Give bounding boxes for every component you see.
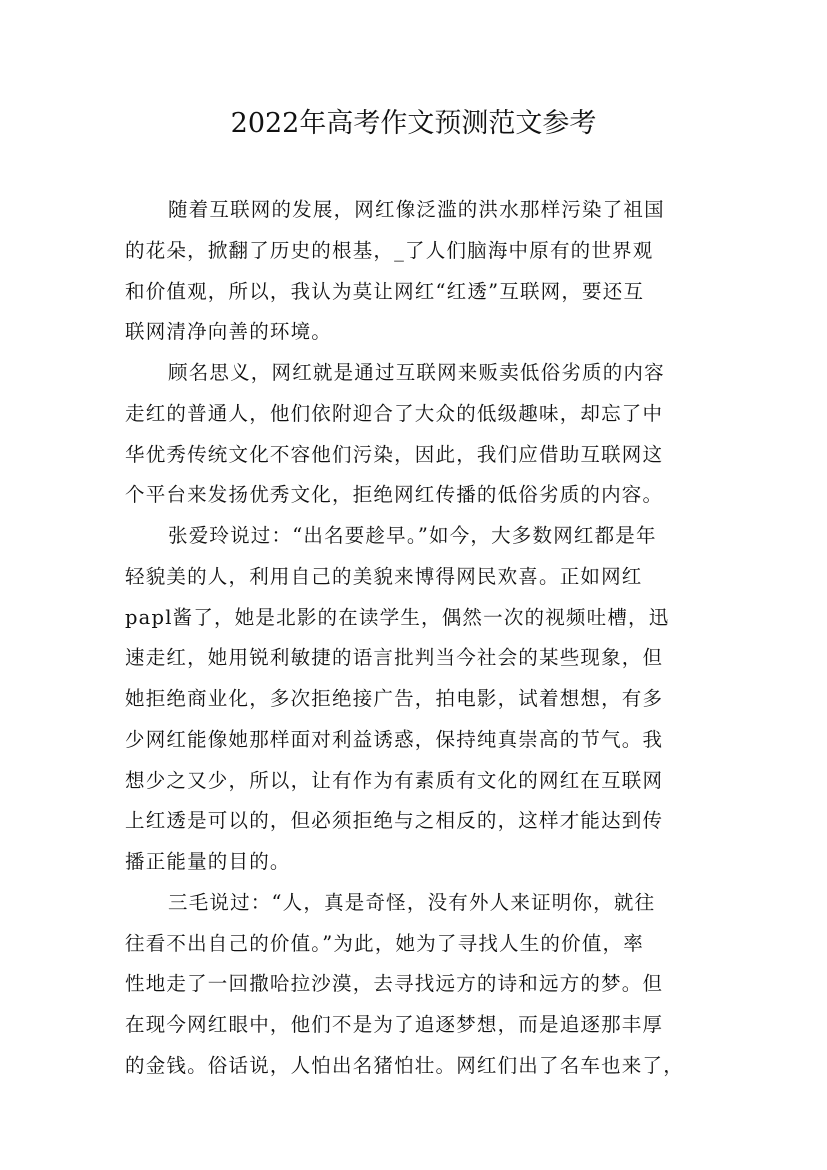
text-line: papl酱了，她是北影的在读学生，偶然一次的视频吐槽，迅 [125,605,670,629]
text-line: 她拒绝商业化，多次拒绝接广告，拍电影，试着想想，有多 [125,687,664,710]
text-line: 的花朵，掀翻了历史的根基，_了人们脑海中原有的世界观 [125,238,654,262]
text-line: 顾名思义，网红就是通过互联网来贩卖低俗劣质的内容 [168,361,665,384]
text-line: 往看不出自己的价值。”为此，她为了寻找人生的价值，率 [125,931,644,955]
text-line: 联网清净向善的环境。 [125,320,333,344]
text-line: 想少之又少，所以，让有作为有素质有文化的网红在互联网 [125,768,664,792]
text-line: 性地走了一回撒哈拉沙漠，去寻找远方的诗和远方的梦。但 [125,972,664,996]
text-line: 速走红，她用锐利敏捷的语言批判当今社会的某些现象，但 [125,646,664,670]
text-line: 上红透是可以的，但必须拒绝与之相反的，这样才能达到传 [125,809,664,833]
text-line: 三毛说过：“人，真是奇怪，没有外人来证明你，就往 [168,890,656,914]
text-line: 个平台来发扬优秀文化，拒绝网红传播的低俗劣质的内容。 [125,483,664,507]
text-line: 走红的普通人，他们依附迎合了大众的低级趣味，却忘了中 [125,401,664,425]
text-line: 轻貌美的人，利用自己的美貌来博得网民欢喜。正如网红 [125,564,643,588]
text-line: 少网红能像她那样面对利益诱惑，保持纯真崇高的节气。我 [125,727,664,751]
text-line: 随着互联网的发展，网红像泛滥的洪水那样污染了祖国 [168,198,665,221]
document-title: 2022年高考作文预测范文参考 [230,108,597,139]
text-line: 播正能量的目的。 [125,850,291,873]
text-line: 和价值观，所以，我认为莫让网红“红透”互联网，要还互 [125,279,645,303]
text-line: 张爱玲说过：“出名要趁早。”如今，大多数网红都是年 [168,524,657,547]
text-line: 的金钱。俗话说，人怕出名猪怕壮。网红们出了名车也来了， [125,1053,684,1077]
text-line: 在现今网红眼中，他们不是为了追逐梦想，而是追逐那丰厚 [125,1013,664,1036]
text-line: 华优秀传统文化不容他们污染，因此，我们应借助互联网这 [125,442,664,466]
document-body [125,190,705,1087]
